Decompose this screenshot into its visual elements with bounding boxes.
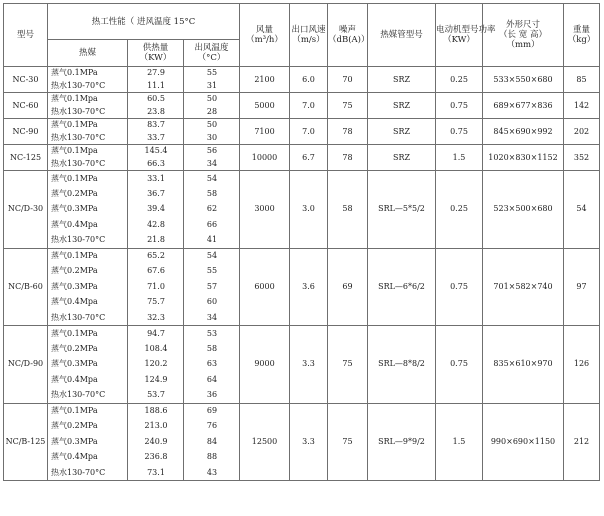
coil-model-cell: SRZ <box>368 119 436 145</box>
air-volume-cell: 2100 <box>240 67 290 93</box>
motor-power-cell: 0.25 <box>436 171 483 249</box>
medium-cell: 热水130-70°C <box>48 106 128 119</box>
outlet-temp-cell: 55 <box>184 264 240 280</box>
outlet-temp-cell: 58 <box>184 186 240 202</box>
model-cell: NC/B-125 <box>4 403 48 481</box>
outlet-speed-cell: 7.0 <box>290 119 328 145</box>
header-outlet-speed: 出口风速 （m/s） <box>290 4 328 67</box>
noise-cell: 78 <box>328 145 368 171</box>
coil-model-cell: SRL—5*5/2 <box>368 171 436 249</box>
medium-cell: 蒸气0.1MPa <box>48 403 128 419</box>
noise-cell: 69 <box>328 248 368 326</box>
dimensions-cell: 701×582×740 <box>483 248 564 326</box>
outlet-speed-cell: 6.7 <box>290 145 328 171</box>
dimensions-cell: 990×690×1150 <box>483 403 564 481</box>
header-dimensions: 外形尺寸 （长 宽 高） （mm） <box>483 4 564 67</box>
air-volume-cell: 3000 <box>240 171 290 249</box>
outlet-temp-cell: 53 <box>184 326 240 342</box>
heat-supply-cell: 11.1 <box>128 80 184 93</box>
heat-supply-cell: 33.7 <box>128 132 184 145</box>
outlet-speed-cell: 3.0 <box>290 171 328 249</box>
weight-cell: 54 <box>564 171 600 249</box>
motor-power-cell: 1.5 <box>436 145 483 171</box>
medium-cell: 蒸气0.4Mpa <box>48 217 128 233</box>
table-body <box>4 67 600 481</box>
medium-cell: 热水130-70°C <box>48 132 128 145</box>
heat-supply-cell: 145.4 <box>128 145 184 158</box>
table-row <box>4 403 600 419</box>
model-cell: NC-60 <box>4 93 48 119</box>
header-medium: 热媒 <box>48 40 128 67</box>
heat-supply-cell: 42.8 <box>128 217 184 233</box>
specification-table <box>3 3 600 481</box>
heat-supply-cell: 53.7 <box>128 388 184 404</box>
dimensions-cell: 845×690×992 <box>483 119 564 145</box>
medium-cell: 热水130-70°C <box>48 233 128 249</box>
outlet-temp-cell: 88 <box>184 450 240 466</box>
heat-supply-cell: 39.4 <box>128 202 184 218</box>
heat-supply-cell: 21.8 <box>128 233 184 249</box>
header-motor-power: 电动机型号功率 （KW） <box>436 4 483 67</box>
coil-model-cell: SRZ <box>368 145 436 171</box>
heat-supply-cell: 66.3 <box>128 158 184 171</box>
noise-cell: 75 <box>328 93 368 119</box>
heat-supply-cell: 213.0 <box>128 419 184 435</box>
noise-cell: 78 <box>328 119 368 145</box>
heat-supply-cell: 75.7 <box>128 295 184 311</box>
outlet-temp-cell: 60 <box>184 295 240 311</box>
outlet-temp-cell: 63 <box>184 357 240 373</box>
motor-power-cell: 0.75 <box>436 248 483 326</box>
outlet-temp-cell: 34 <box>184 310 240 326</box>
heat-supply-cell: 65.2 <box>128 248 184 264</box>
outlet-temp-cell: 28 <box>184 106 240 119</box>
coil-model-cell: SRL—6*6/2 <box>368 248 436 326</box>
heat-supply-cell: 73.1 <box>128 465 184 481</box>
medium-cell: 蒸气0.2MPa <box>48 419 128 435</box>
weight-cell: 85 <box>564 67 600 93</box>
coil-model-cell: SRL—9*9/2 <box>368 403 436 481</box>
heat-supply-cell: 188.6 <box>128 403 184 419</box>
medium-cell: 蒸气0.1MPa <box>48 119 128 132</box>
heat-supply-cell: 94.7 <box>128 326 184 342</box>
medium-cell: 蒸气0.1Mpa <box>48 145 128 158</box>
outlet-speed-cell: 6.0 <box>290 67 328 93</box>
coil-model-cell: SRZ <box>368 93 436 119</box>
medium-cell: 热水130-70°C <box>48 310 128 326</box>
outlet-temp-cell: 55 <box>184 67 240 80</box>
medium-cell: 热水130-70°C <box>48 80 128 93</box>
heat-supply-cell: 60.5 <box>128 93 184 106</box>
header-noise: 噪声 （dB(A)） <box>328 4 368 67</box>
motor-power-cell: 0.25 <box>436 67 483 93</box>
header-heat-supply: 供热量 （KW） <box>128 40 184 67</box>
medium-cell: 蒸气0.3MPa <box>48 279 128 295</box>
weight-cell: 126 <box>564 326 600 404</box>
heat-supply-cell: 240.9 <box>128 434 184 450</box>
outlet-temp-cell: 54 <box>184 248 240 264</box>
table-row <box>4 93 600 106</box>
outlet-temp-cell: 56 <box>184 145 240 158</box>
medium-cell: 蒸气0.3MPa <box>48 434 128 450</box>
table-row <box>4 248 600 264</box>
medium-cell: 热水130-70°C <box>48 158 128 171</box>
outlet-speed-cell: 7.0 <box>290 93 328 119</box>
outlet-speed-cell: 3.3 <box>290 403 328 481</box>
air-volume-cell: 10000 <box>240 145 290 171</box>
medium-cell: 蒸气0.3MPa <box>48 357 128 373</box>
dimensions-cell: 835×610×970 <box>483 326 564 404</box>
heat-supply-cell: 33.1 <box>128 171 184 187</box>
table-row <box>4 119 600 132</box>
heat-supply-cell: 120.2 <box>128 357 184 373</box>
heat-supply-cell: 32.3 <box>128 310 184 326</box>
model-cell: NC-30 <box>4 67 48 93</box>
medium-cell: 蒸气0.4Mpa <box>48 372 128 388</box>
outlet-temp-cell: 64 <box>184 372 240 388</box>
model-cell: NC/D-90 <box>4 326 48 404</box>
outlet-speed-cell: 3.6 <box>290 248 328 326</box>
header-outlet-temp: 出风温度 （°C） <box>184 40 240 67</box>
weight-cell: 352 <box>564 145 600 171</box>
heat-supply-cell: 67.6 <box>128 264 184 280</box>
medium-cell: 蒸气0.1MPa <box>48 248 128 264</box>
coil-model-cell: SRL—8*8/2 <box>368 326 436 404</box>
outlet-temp-cell: 66 <box>184 217 240 233</box>
model-cell: NC-125 <box>4 145 48 171</box>
outlet-temp-cell: 34 <box>184 158 240 171</box>
air-volume-cell: 9000 <box>240 326 290 404</box>
coil-model-cell: SRZ <box>368 67 436 93</box>
outlet-temp-cell: 50 <box>184 93 240 106</box>
noise-cell: 75 <box>328 326 368 404</box>
heat-supply-cell: 124.9 <box>128 372 184 388</box>
dimensions-cell: 1020×830×1152 <box>483 145 564 171</box>
heat-supply-cell: 23.8 <box>128 106 184 119</box>
weight-cell: 202 <box>564 119 600 145</box>
medium-cell: 热水130-70°C <box>48 388 128 404</box>
medium-cell: 蒸气0.1Mpa <box>48 93 128 106</box>
table-row <box>4 145 600 158</box>
motor-power-cell: 0.75 <box>436 119 483 145</box>
heat-supply-cell: 236.8 <box>128 450 184 466</box>
outlet-temp-cell: 43 <box>184 465 240 481</box>
motor-power-cell: 0.75 <box>436 326 483 404</box>
table-row <box>4 171 600 187</box>
medium-cell: 蒸气0.1MPa <box>48 326 128 342</box>
noise-cell: 75 <box>328 403 368 481</box>
header-weight: 重量 （kg） <box>564 4 600 67</box>
outlet-temp-cell: 76 <box>184 419 240 435</box>
outlet-temp-cell: 50 <box>184 119 240 132</box>
medium-cell: 蒸气0.4Mpa <box>48 450 128 466</box>
outlet-temp-cell: 58 <box>184 341 240 357</box>
heat-supply-cell: 108.4 <box>128 341 184 357</box>
table-row <box>4 67 600 80</box>
medium-cell: 蒸气0.1MPa <box>48 171 128 187</box>
medium-cell: 蒸气0.2MPa <box>48 341 128 357</box>
weight-cell: 212 <box>564 403 600 481</box>
heat-supply-cell: 27.9 <box>128 67 184 80</box>
medium-cell: 蒸气0.4Mpa <box>48 295 128 311</box>
header-thermal-performance: 热工性能（ 进风温度 15°C <box>48 4 240 40</box>
heat-supply-cell: 83.7 <box>128 119 184 132</box>
air-volume-cell: 12500 <box>240 403 290 481</box>
noise-cell: 58 <box>328 171 368 249</box>
outlet-temp-cell: 31 <box>184 80 240 93</box>
air-volume-cell: 5000 <box>240 93 290 119</box>
medium-cell: 蒸气0.2MPa <box>48 264 128 280</box>
dimensions-cell: 533×550×680 <box>483 67 564 93</box>
dimensions-cell: 689×677×836 <box>483 93 564 119</box>
medium-cell: 蒸气0.1MPa <box>48 67 128 80</box>
outlet-temp-cell: 36 <box>184 388 240 404</box>
motor-power-cell: 0.75 <box>436 93 483 119</box>
dimensions-cell: 523×500×680 <box>483 171 564 249</box>
motor-power-cell: 1.5 <box>436 403 483 481</box>
header-coil-model: 热媒管型号 <box>368 4 436 67</box>
medium-cell: 热水130-70°C <box>48 465 128 481</box>
outlet-temp-cell: 54 <box>184 171 240 187</box>
heat-supply-cell: 36.7 <box>128 186 184 202</box>
model-cell: NC-90 <box>4 119 48 145</box>
weight-cell: 142 <box>564 93 600 119</box>
header-model: 型号 <box>4 4 48 67</box>
header-air-volume: 风量 （m³/h） <box>240 4 290 67</box>
medium-cell: 蒸气0.3MPa <box>48 202 128 218</box>
weight-cell: 97 <box>564 248 600 326</box>
outlet-temp-cell: 62 <box>184 202 240 218</box>
model-cell: NC/D-30 <box>4 171 48 249</box>
outlet-temp-cell: 84 <box>184 434 240 450</box>
air-volume-cell: 7100 <box>240 119 290 145</box>
outlet-temp-cell: 30 <box>184 132 240 145</box>
table-row <box>4 326 600 342</box>
medium-cell: 蒸气0.2MPa <box>48 186 128 202</box>
heat-supply-cell: 71.0 <box>128 279 184 295</box>
model-cell: NC/B-60 <box>4 248 48 326</box>
outlet-temp-cell: 57 <box>184 279 240 295</box>
outlet-temp-cell: 69 <box>184 403 240 419</box>
air-volume-cell: 6000 <box>240 248 290 326</box>
outlet-speed-cell: 3.3 <box>290 326 328 404</box>
outlet-temp-cell: 41 <box>184 233 240 249</box>
noise-cell: 70 <box>328 67 368 93</box>
